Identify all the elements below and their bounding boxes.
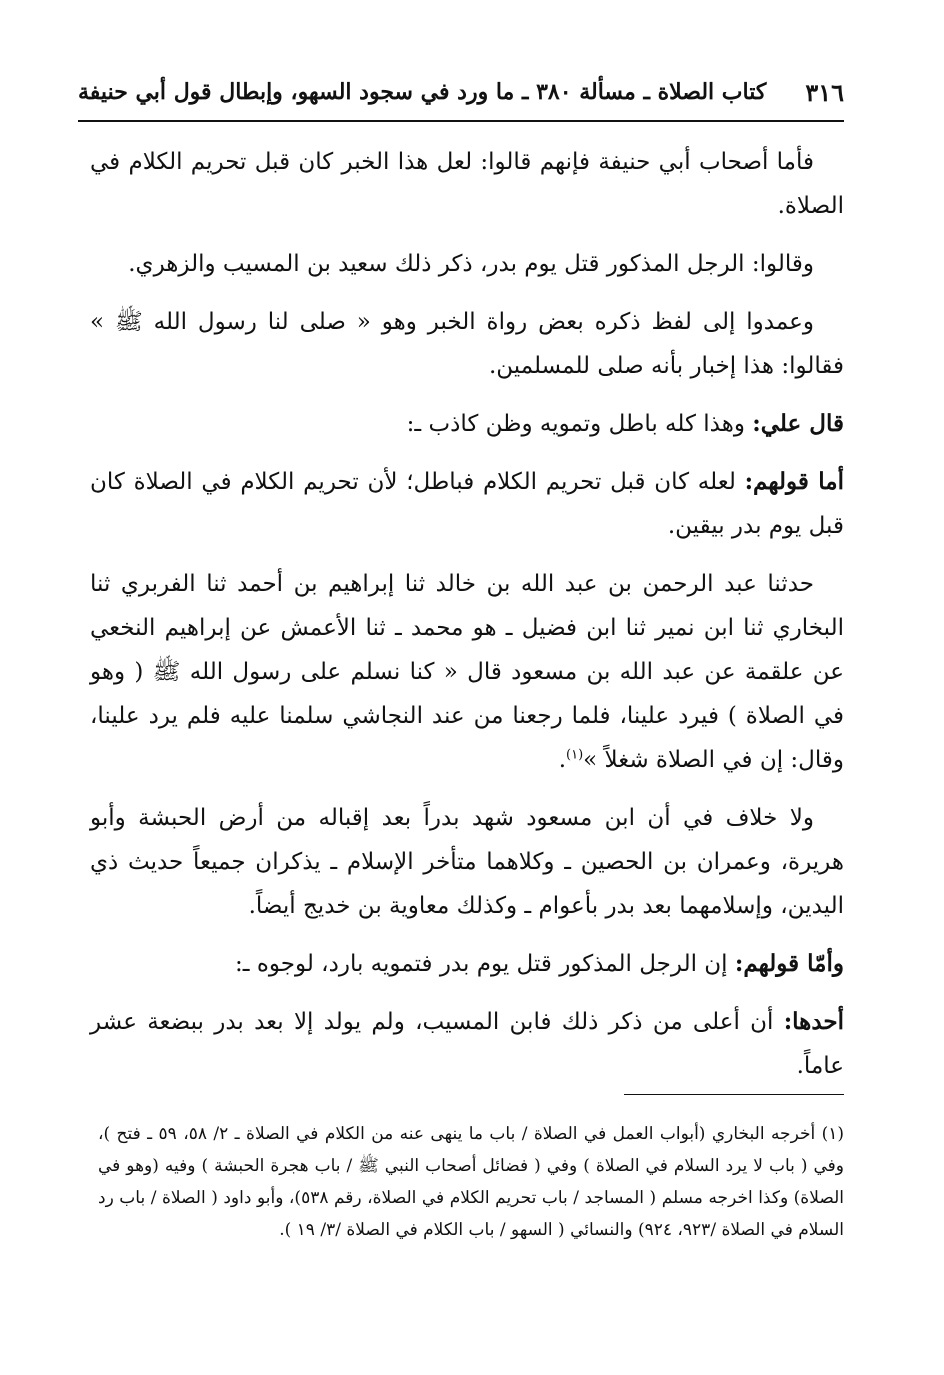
paragraph-text: لعله كان قبل تحريم الكلام فباطل؛ لأن تحريم الكلام في الصلاة كان قبل يوم بدر بيقين. — [90, 469, 844, 539]
body-text — [90, 140, 844, 1102]
paragraph-text: فأما أصحاب أبي حنيفة فإنهم قالوا: لعل هذا الخبر كان قبل تحريم الكلام في الصلاة. — [90, 149, 844, 219]
page-header — [78, 70, 844, 114]
footnote: (١) أخرجه البخاري (أبواب العمل في الصلاة / باب ما ينهى عنه من الكلام في الصلاة ـ ٢/ ٥٨، ٥٩ ـ فتح )، وفي ( باب لا يرد السلام في الصلاة ) وفي ( فضائل أصحاب النبي ﷺ / باب هجرة الحبشة ) وفيه (وهو في الصلاة) وكذا اخرجه مسلم ( المساجد / باب تحريم الكلام في الصلاة، رقم ٥٣٨)، وأبو داود ( الصلاة / باب رد السلام في الصلاة /٩٢٣، ٩٢٤) والنسائي ( السهو / باب الكلام في الصلاة /٣/ ١٩ ). — [98, 1124, 844, 1240]
paragraph-text: حدثنا عبد الرحمن بن عبد الله بن خالد ثنا إبراهيم بن أحمد ثنا الفربري ثنا البخاري ثنا ابن نمير ثنا ابن فضيل ـ هو محمد ـ ثنا الأعمش عن إبراهيم النخعي عن علقمة عن عبد الله بن مسعود قال « كنا نسلم على رسول الله ﷺ ( وهو في الصلاة ) فيرد علينا، فلما رجعنا من عند النجاشي سلمنا عليه فلم يرد علينا، وقال: إن في الصلاة شغلاً » — [90, 571, 844, 773]
paragraph-text: ولا خلاف في أن ابن مسعود شهد بدراً بعد إقباله من أرض الحبشة وأبو هريرة، وعمران بن الحصين ـ وكلاهما متأخر الإسلام ـ يذكران جميعاً حديث ذي اليدين، وإسلامهما بعد بدر بأعوام ـ وكذلك معاوية بن خديج أيضاً. — [90, 805, 844, 919]
paragraph-text: أن أعلى من ذكر ذلك فابن المسيب، ولم يولد إلا بعد بدر ببضعة عشر عاماً. — [90, 1009, 844, 1079]
paragraph-lead: قال علي: — [752, 410, 844, 437]
paragraph-lead: أحدها: — [783, 1008, 844, 1035]
footnote-reference[interactable]: (١) — [566, 747, 584, 763]
footnote-divider — [624, 1094, 844, 1095]
header-divider — [78, 120, 844, 122]
paragraph-text: إن الرجل المذكور قتل يوم بدر فتمويه بارد، لوجوه ـ: — [235, 951, 735, 977]
page-number: ٣١٦ — [805, 77, 844, 107]
paragraph-tail: . — [558, 747, 566, 773]
paragraph — [90, 942, 844, 986]
paragraph — [90, 796, 844, 928]
paragraph — [90, 460, 844, 548]
running-title: كتاب الصلاة ـ مسألة ٣٨٠ ـ ما ورد في سجود السهو، وإبطال قول أبي حنيفة — [78, 79, 767, 105]
paragraph-text: وهذا كله باطل وتمويه وظن كاذب ـ: — [406, 411, 753, 437]
paragraph — [90, 1000, 844, 1088]
paragraph-lead: وأمّا قولهم: — [734, 950, 844, 977]
paragraph-lead: أما قولهم: — [744, 468, 844, 495]
paragraph — [90, 242, 844, 286]
paragraph — [90, 140, 844, 228]
footnotes — [98, 1118, 844, 1246]
paragraph — [90, 562, 844, 782]
paragraph — [90, 402, 844, 446]
paragraph — [90, 300, 844, 388]
paragraph-text: وقالوا: الرجل المذكور قتل يوم بدر، ذكر ذلك سعيد بن المسيب والزهري. — [128, 251, 814, 277]
paragraph-text: وعمدوا إلى لفظ ذكره بعض رواة الخبر وهو « صلى لنا رسول الله ﷺ » فقالوا: هذا إخبار بأنه صلى للمسلمين. — [90, 309, 844, 379]
